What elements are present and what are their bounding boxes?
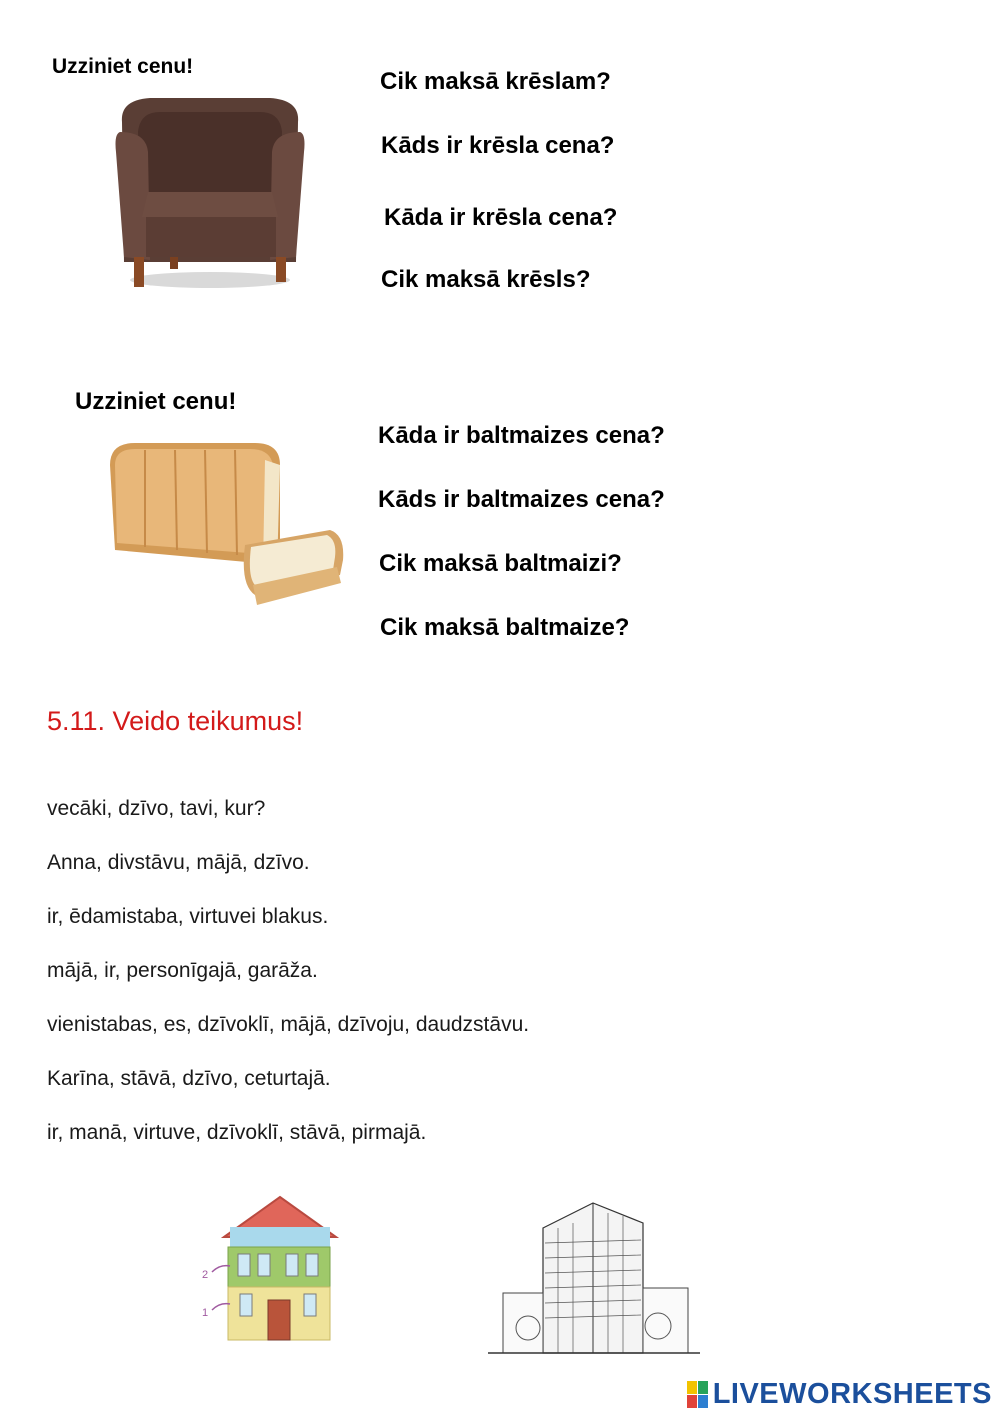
- liveworksheets-logo: [687, 1378, 992, 1411]
- sentence-5: vienistabas, es, dzīvoklī, mājā, dzīvoju, daudzstāvu.: [47, 1013, 530, 1036]
- option-bread-4[interactable]: Cik maksā baltmaize?: [380, 614, 630, 641]
- bread-loaf-image: [105, 435, 350, 615]
- option-chair-2[interactable]: Kāds ir krēsla cena?: [381, 132, 615, 159]
- sentence-1: vecāki, dzīvo, tavi, kur?: [47, 797, 266, 820]
- sentence-6: Karīna, stāvā, dzīvo, ceturtajā.: [47, 1067, 331, 1090]
- section1-title: Uzziniet cenu!: [52, 55, 194, 78]
- option-bread-3[interactable]: Cik maksā baltmaizi?: [379, 550, 622, 577]
- sentence-2: Anna, divstāvu, mājā, dzīvo.: [47, 851, 310, 874]
- sentence-4: mājā, ir, personīgajā, garāža.: [47, 959, 318, 982]
- option-chair-1[interactable]: Cik maksā krēslam?: [380, 68, 611, 95]
- logo-badge-icon: [687, 1381, 709, 1409]
- sentence-3: ir, ēdamistaba, virtuvei blakus.: [47, 905, 329, 928]
- armchair-image: [110, 92, 310, 297]
- apartment-building-image: [483, 1198, 705, 1363]
- house-floor-label-2: 2: [202, 1269, 209, 1281]
- logo-text: LIVEWORKSHEETS: [712, 1378, 992, 1410]
- sentence-7: ir, manā, virtuve, dzīvoklī, stāvā, pirmajā.: [47, 1121, 427, 1144]
- exercise-heading: 5.11. Veido teikumus!: [47, 706, 304, 736]
- house-floor-label-1: 1: [202, 1307, 209, 1319]
- two-storey-house-image: [200, 1192, 340, 1342]
- option-chair-3[interactable]: Kāda ir krēsla cena?: [384, 204, 618, 231]
- section2-title: Uzziniet cenu!: [75, 388, 237, 415]
- option-chair-4[interactable]: Cik maksā krēsls?: [381, 266, 591, 293]
- option-bread-1[interactable]: Kāda ir baltmaizes cena?: [378, 422, 665, 449]
- option-bread-2[interactable]: Kāds ir baltmaizes cena?: [378, 486, 665, 513]
